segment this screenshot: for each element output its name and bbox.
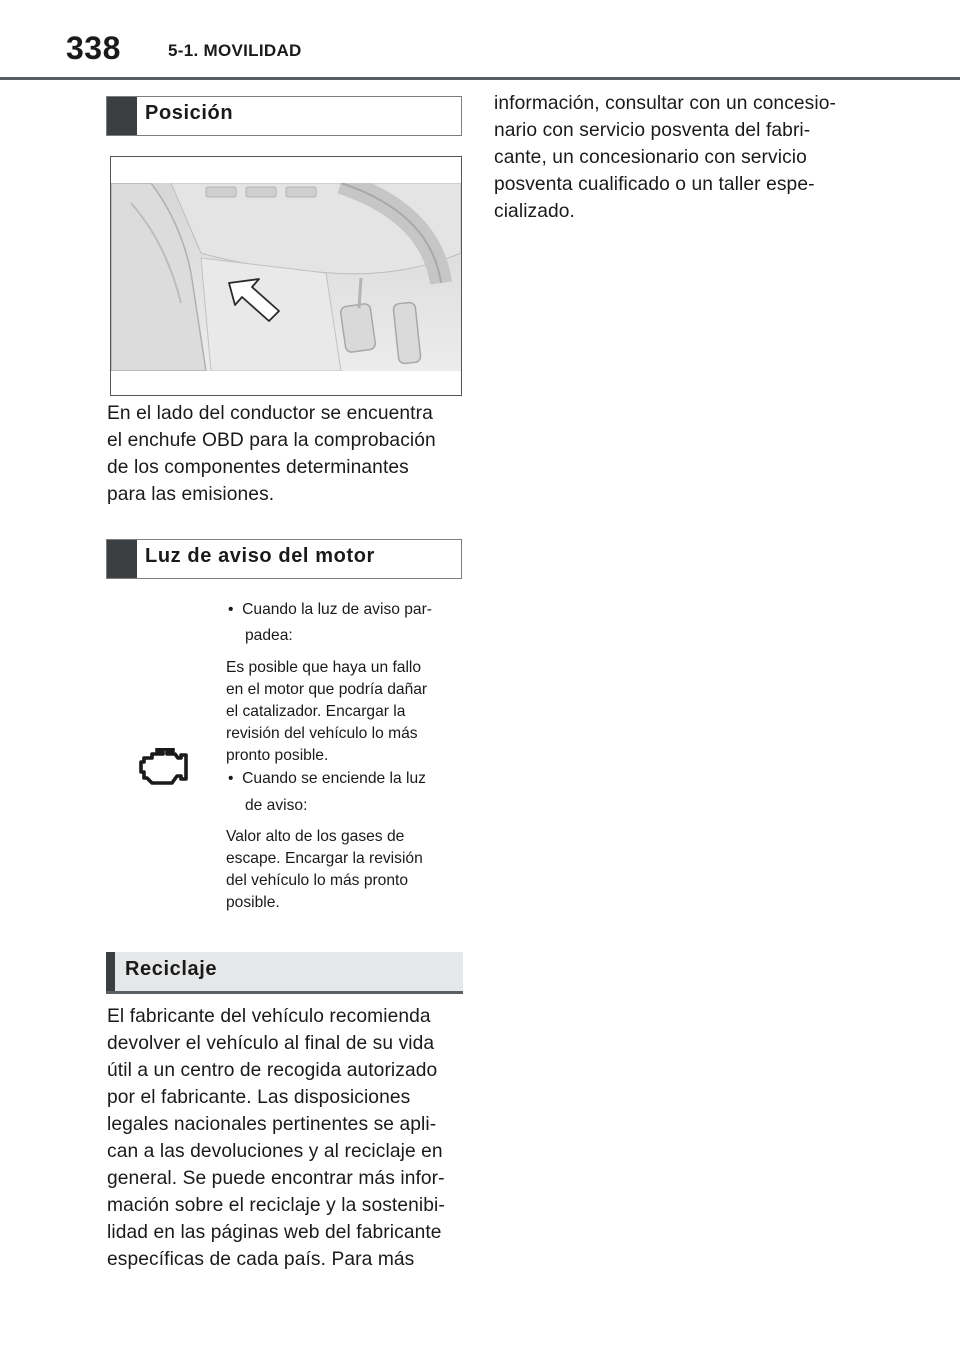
recycling-paragraph-continued: información, consultar con un concesio- nario con servicio posventa del fabri- cante, un concesionario con servicio posventa cualificado o un taller espe- cializado.: [494, 93, 836, 222]
engine-light-item-1-title-cont: padea:: [245, 627, 293, 644]
engine-light-item-2-desc: Valor alto de los gases de escape. Encargar la revisión del vehículo lo más pronto posible.: [226, 828, 423, 911]
heading-recycling-title: Reciclaje: [125, 958, 218, 980]
obd-location-figure: [110, 156, 462, 396]
engine-light-item-2-title: • Cuando se enciende la luz: [228, 770, 426, 787]
heading-position-title: Posición: [145, 102, 234, 124]
heading-tab: [107, 97, 137, 135]
engine-light-item-1-desc: Es posible que haya un fallo en el motor que podría dañar el catalizador. Encargar la revisión del vehículo lo más pronto posible.: [226, 659, 428, 764]
section-label: 5-1. MOVILIDAD: [168, 41, 302, 60]
heading-tab: [106, 952, 115, 991]
heading-engine-light: [106, 539, 462, 579]
page-number: 338: [66, 30, 121, 66]
heading-tab: [107, 540, 137, 578]
page-header: [0, 0, 960, 80]
obd-paragraph: En el lado del conductor se encuentra el enchufe OBD para la comprobación de los componentes determinantes para las emisiones.: [107, 403, 436, 505]
recycling-paragraph: El fabricante del vehículo recomienda devolver el vehículo al final de su vida útil a un centro de recogida autorizado por el fabricante. Las disposiciones legales nacionales pertinentes se apli- can a las devoluciones y al reciclaje en general. Se puede encontrar más infor- mación sobre el reciclaje y la sostenibi- lidad en las páginas web del fabricante específicas de cada país. Para más: [107, 1006, 445, 1270]
engine-light-item-2-title-cont: de aviso:: [245, 797, 308, 814]
header-rule: [0, 77, 960, 80]
heading-position: [106, 96, 462, 136]
heading-recycling: [106, 952, 463, 994]
obd-socket-location-illustration: [111, 183, 461, 371]
engine-light-item-1-title: • Cuando la luz de aviso par-: [228, 601, 432, 618]
heading-engine-light-title: Luz de aviso del motor: [145, 545, 375, 567]
engine-warning-icon: [139, 748, 189, 786]
